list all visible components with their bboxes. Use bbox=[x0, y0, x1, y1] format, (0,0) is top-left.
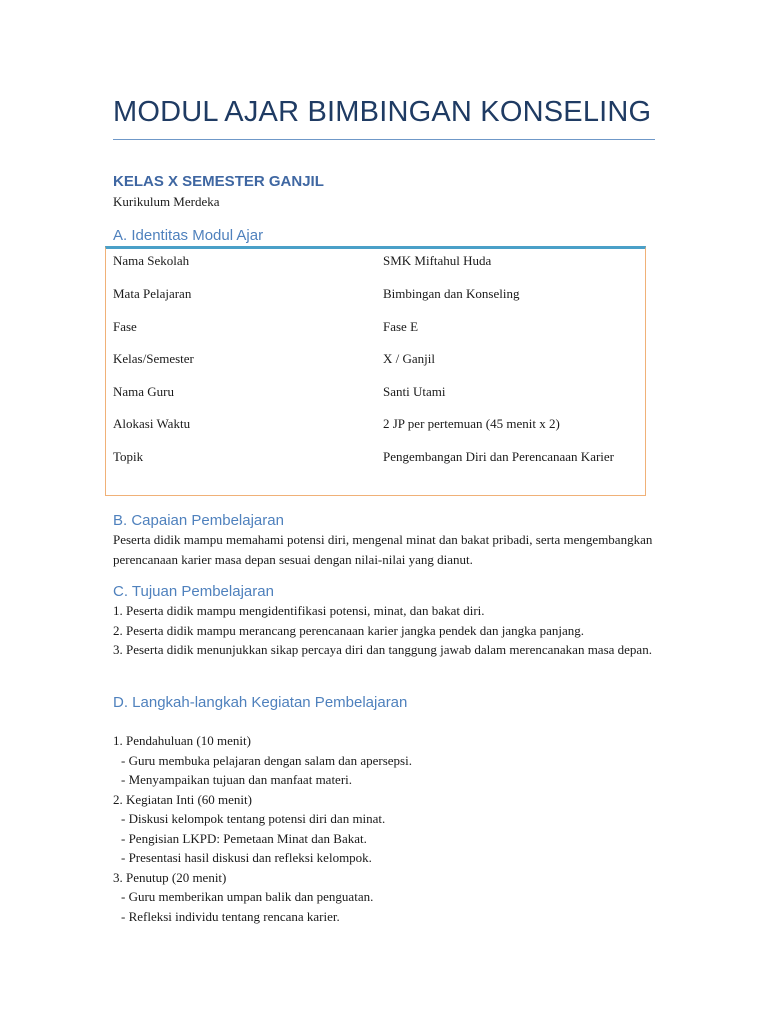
document-title: MODUL AJAR BIMBINGAN KONSELING bbox=[113, 96, 652, 128]
list-item: - Diskusi kelompok tentang potensi diri dan minat. bbox=[121, 811, 386, 826]
list-item: - Refleksi individu tentang rencana karier. bbox=[121, 908, 340, 924]
table-row-value: SMK Miftahul Huda bbox=[383, 253, 492, 268]
table-row-label: Fase bbox=[113, 319, 137, 334]
title-underline bbox=[113, 139, 655, 140]
section-a-heading: A. Identitas Modul Ajar bbox=[113, 227, 264, 244]
list-item: - Guru membuka pelajaran dengan salam dan apersepsi. bbox=[121, 752, 412, 768]
list-item: 2. Kegiatan Inti (60 menit) bbox=[113, 791, 252, 807]
table-row-value: X / Ganjil bbox=[383, 351, 435, 366]
table-row-value: Pengembangan Diri dan Perencanaan Karier bbox=[383, 449, 615, 464]
list-item: 3. Peserta didik menunjukkan sikap percaya diri dan tanggung jawab dalam merencanakan masa depan. bbox=[113, 642, 652, 657]
section-d-heading: D. Langkah-langkah Kegiatan Pembelajaran bbox=[113, 694, 408, 711]
section-c-heading: C. Tujuan Pembelajaran bbox=[113, 583, 274, 600]
table-row-value: Santi Utami bbox=[383, 384, 446, 399]
list-item: - Presentasi hasil diskusi dan refleksi kelompok. bbox=[121, 850, 372, 865]
document-subtitle: KELAS X SEMESTER GANJIL bbox=[113, 173, 324, 190]
table-row-label: Topik bbox=[113, 449, 144, 464]
list-item: 2. Peserta didik mampu merancang perencanaan karier jangka pendek dan jangka panjang. bbox=[113, 622, 585, 638]
list-item: 3. Penutup (20 menit) bbox=[113, 869, 227, 885]
learning-outcome-text: Peserta didik mampu memahami potensi diri, mengenal minat dan bakat pribadi, serta mengembangkan perencanaan karier masa depan sesuai dengan nilai-nilai yang dianut. bbox=[113, 532, 653, 567]
table-row-value: 2 JP per pertemuan (45 menit x 2) bbox=[383, 416, 560, 431]
activity-steps-list bbox=[113, 731, 658, 926]
table-row-label: Nama Guru bbox=[113, 384, 175, 399]
table-row-label: Mata Pelajaran bbox=[113, 286, 192, 301]
section-b-heading: B. Capaian Pembelajaran bbox=[113, 512, 284, 529]
table-row-label: Nama Sekolah bbox=[113, 253, 190, 268]
table-row-value: Bimbingan dan Konseling bbox=[383, 286, 520, 301]
list-item: 1. Peserta didik mampu mengidentifikasi potensi, minat, dan bakat diri. bbox=[113, 603, 485, 618]
curriculum-label: Kurikulum Merdeka bbox=[113, 194, 220, 209]
table-row-value: Fase E bbox=[383, 319, 419, 334]
list-item: 1. Pendahuluan (10 menit) bbox=[113, 733, 251, 748]
list-item: - Pengisian LKPD: Pemetaan Minat dan Bakat. bbox=[121, 830, 367, 846]
table-row-label: Alokasi Waktu bbox=[113, 416, 191, 431]
learning-objectives-list bbox=[113, 601, 658, 660]
table-row-label: Kelas/Semester bbox=[113, 351, 194, 366]
list-item: - Guru memberikan umpan balik dan penguatan. bbox=[121, 889, 374, 904]
identity-table bbox=[105, 246, 646, 496]
list-item: - Menyampaikan tujuan dan manfaat materi. bbox=[121, 772, 353, 787]
